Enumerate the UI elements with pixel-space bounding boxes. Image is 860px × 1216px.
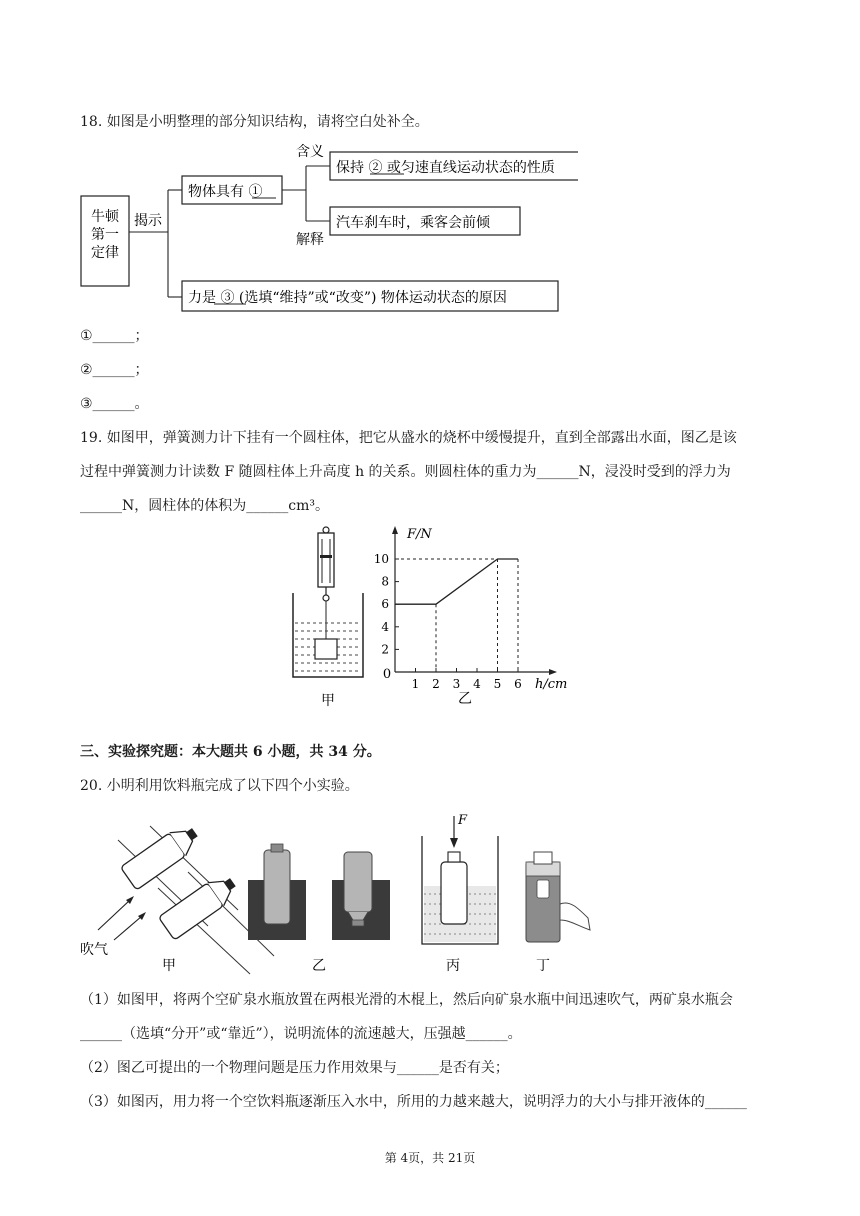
x-tick-label: 3 (452, 677, 461, 691)
explain-text: 汽车刹车时，乘客会前倾 (336, 215, 490, 231)
label-yi-20: 乙 (312, 958, 326, 974)
root-line-3: 定律 (91, 245, 119, 261)
q19-line-3: ______N，圆柱体的体积为______cm³。 (80, 498, 329, 514)
x-tick-label: 2 (432, 677, 440, 691)
q20-part1-line-2: ______（选填“分开”或“靠近”），说明流体的流速越大，压强越______。 (80, 1026, 522, 1042)
label-bing-20: 丙 (446, 958, 460, 974)
page-footer: 第 4页，共 21页 (384, 1151, 476, 1165)
q20-part3: （3）如图丙，用力将一个空饮料瓶逐渐压入水中，所用的力越来越大，说明浮力的大小与排开液体的______ (80, 1094, 747, 1110)
property-text: 物体具有 ① (188, 184, 263, 200)
q19-line-2: 过程中弹簧测力计读数 F 随圆柱体上升高度 h 的关系。则圆柱体的重力为______N，浸没时受到的浮力为 (80, 464, 731, 480)
reveal-label: 揭示 (134, 213, 162, 229)
x-tick-label: 1 (411, 677, 420, 691)
y-tick-label: 8 (381, 574, 389, 589)
origin-label: 0 (382, 667, 392, 682)
q20-figures (78, 808, 608, 978)
q18-answer-1: ①______； (80, 328, 149, 344)
q20-part1-line-1: （1）如图甲，将两个空矿泉水瓶放置在两根光滑的木棍上，然后向矿泉水瓶中间迅速吹气，两矿泉水瓶会 (80, 992, 733, 1008)
label-jia: 甲 (321, 693, 335, 709)
spring-scale (318, 533, 334, 587)
q18-knowledge-diagram (78, 140, 578, 320)
q19-line-1: 19. 如图甲，弹簧测力计下挂有一个圆柱体，把它从盛水的烧杯中缓慢提升，直到全部露出水面，图乙是该 (80, 430, 737, 446)
q18-stem: 18. 如图是小明整理的部分知识结构，请将空白处补全。 (80, 114, 429, 130)
x-tick-label: 5 (493, 677, 502, 691)
meaning-label: 含义 (296, 144, 324, 160)
root-line-1: 牛顿 (91, 209, 119, 225)
q18-answer-3: ③______。 (80, 396, 149, 412)
figure-bing-bottle (422, 813, 498, 974)
series-line (395, 559, 518, 604)
y-tick-label: 4 (381, 619, 389, 634)
label-ding-20: 丁 (536, 958, 550, 974)
y-tick-label: 10 (373, 552, 389, 566)
x-tick-label: 4 (473, 677, 481, 691)
figure-ding-bottle (526, 852, 590, 974)
x-axis-label: h/cm (535, 677, 568, 692)
label-yi: 乙 (458, 691, 472, 707)
explain-label: 解释 (296, 232, 324, 248)
y-axis-label: F/N (407, 527, 432, 542)
root-line-2: 第一 (91, 227, 119, 243)
q20-part2: （2）图乙可提出的一个物理问题是压力作用效果与______是否有关； (80, 1060, 509, 1076)
beaker (293, 593, 363, 677)
force-label: F (458, 813, 468, 828)
q18-answer-2: ②______； (80, 362, 149, 378)
force-text: 力是 ③ (选填“维持”或“改变”) 物体运动状态的原因 (188, 290, 507, 306)
figure-jia-bottles (80, 821, 274, 974)
section3-title: 三、实验探究题：本大题共 6 小题，共 34 分。 (80, 744, 381, 760)
y-tick-label: 6 (381, 597, 389, 612)
figure-yi-bottles (248, 844, 390, 974)
blow-label: 吹气 (80, 942, 108, 958)
label-jia-20: 甲 (162, 958, 176, 974)
q20-stem: 20. 小明利用饮料瓶完成了以下四个小实验。 (80, 778, 359, 794)
meaning-text: 保持 ② 或匀速直线运动状态的性质 (336, 160, 555, 176)
y-tick-label: 2 (381, 642, 389, 657)
x-tick-label: 6 (514, 677, 522, 691)
cylinder (315, 639, 337, 659)
q19-chart-yi (355, 520, 575, 720)
